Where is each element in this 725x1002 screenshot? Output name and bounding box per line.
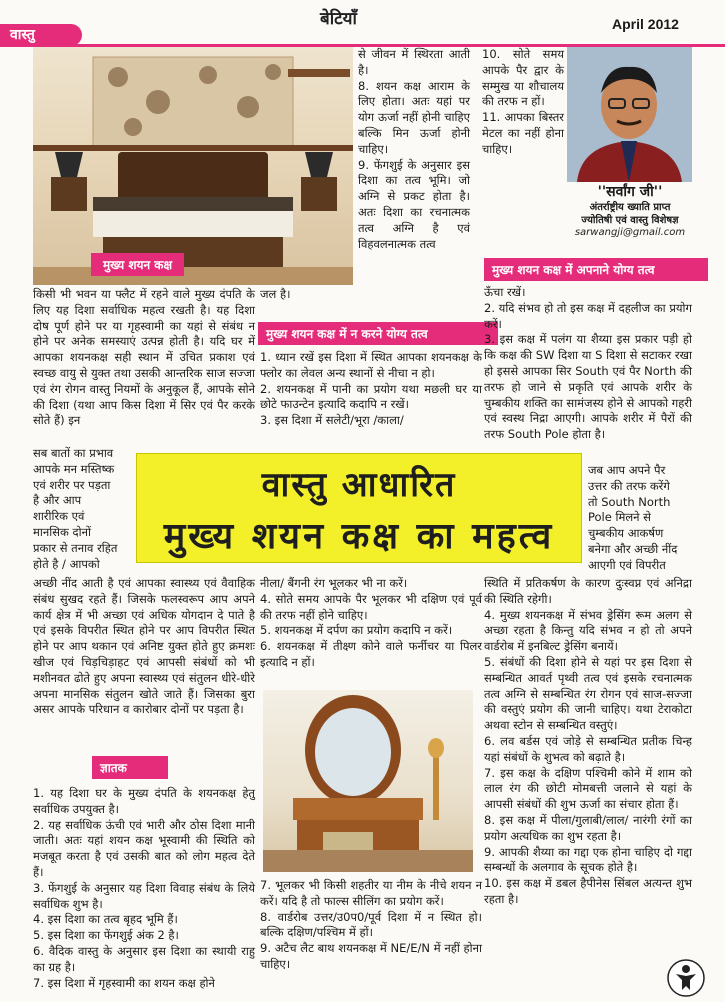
gyatak-list — [33, 786, 255, 991]
list-item: 7. इस कक्ष के दक्षिण पश्चिमी कोने में शाम को लाल रंग की छोटी मोमबत्ती जलाने से यहां के आपसी संबंधों की शुभ ऊर्जा का संचार होता हैं। — [484, 765, 692, 812]
column-1-intro — [33, 287, 255, 429]
photo-caption: मुख्य शयन कक्ष — [91, 253, 184, 276]
banner-line-2: मुख्य शयन कक्ष का महत्व — [163, 516, 555, 557]
author-credit — [566, 182, 694, 238]
list-item: 8. वार्डरोब उत्तर/उ0प0/पूर्व दिशा में न स्थित हो। बल्कि दक्षिण/पश्चिम में हों। — [260, 909, 482, 940]
do-list-bottom — [484, 576, 692, 908]
dressing-table-photo — [263, 690, 473, 872]
list-item: 2. यह सर्वाधिक ऊंची एवं भारी और ठोस दिशा मानी जाती। अतः यहां शयन कक्ष भूस्वामी की स्थिति को मजबूत करता है एवं उसकी बात को लोग महत्व देते हैं। — [33, 817, 255, 879]
list-item: 7. भूलकर भी किसी शहतीर या नीम के नीचे शयन न करें। यदि है तो फाल्स सीलिंग का प्रयोग करें। — [260, 878, 482, 908]
narrow-line: होते है / आपको — [33, 556, 100, 571]
list-item: 11. आपका बिस्तर मेटल का नहीं होना चाहिए। — [482, 110, 564, 156]
list-item: 7. इस दिशा में गृहस्वामी का शयन कक्ष होने — [33, 975, 215, 990]
list-item: 1. ध्यान रखें इस दिशा में स्थित आपका शयनकक्ष के फ्लोर का लेवल अन्य स्थानों से नीचा न हो। — [260, 350, 482, 380]
narrow-line: शारीरिक एवं — [33, 509, 85, 524]
list-item: 3. इस कक्ष में पलंग या शैय्या इस प्रकार पड़ी हो कि कक्ष की SW दिशा या S दिशा से सटाकर रखा हो इससे आपका सिर South एवं पैर North की तरफ हो जाने से प्रकृति एवं आपके शरीर के चुम्बकीय शक्ति का सामंजस्य होने से आपको गहरी एवं स्वस्थ निद्रा आएगी। आपके शरीर में पैरों की तरफ South Pole होता है। — [484, 332, 692, 442]
list-item: ऊँचा रखें। — [484, 285, 526, 299]
list-item: 4. इस दिशा का तत्व बृहद भूमि हैं। — [33, 912, 178, 927]
narrow-line: आएगी एवं विपरीत — [588, 557, 666, 572]
list-item: 1. यह दिशा घर के मुख्य दंपति के शयनकक्ष हेतु सर्वाधिक उपयुक्त है। — [33, 786, 255, 816]
list-item: 5. संबंधों की दिशा होने से यहां पर इस दिशा से सम्बन्धित आवर्त पृथ्वी तत्व एवं इसके रचनात्मक तत्व अग्नि से सम्बन्धित रंग रोगन एवं साज-सज्जा की वस्तुएं प्रयोग की जानी चाहिए। यथा टेराकोटा अथवा स्टोन से सम्बन्धित वस्तुएं। — [484, 654, 692, 733]
dont-heading: मुख्य शयन कक्ष में न करने योग्य तत्व — [258, 322, 498, 345]
author-name: ''सर्वांग जी'' — [597, 184, 663, 200]
column-1-rest — [33, 576, 255, 718]
title-banner — [136, 453, 582, 563]
narrow-line: Pole मिलने से — [588, 510, 651, 525]
list-item: 4. सोते समय आपके पैर भूलकर भी दक्षिण एवं पूर्व की तरफ नहीं होने चाहिए। — [260, 591, 482, 622]
issue-date: April 2012 — [612, 16, 679, 32]
narrow-line: मानसिक दोनों — [33, 524, 91, 539]
list-item: 6. शयनकक्ष में तीक्ष्ण कोने वाले फर्नीचर या पिलर इत्यादि न हों। — [260, 639, 482, 669]
list-item: नीला/ बैंगनी रंग भूलकर भी ना करें। — [260, 576, 408, 590]
list-item: से जीवन में स्थिरता आती है। — [358, 47, 470, 77]
author-desc-2: ज्योतिषी एवं वास्तु विशेषज्ञ — [581, 215, 679, 226]
list-item: 6. वैदिक वास्तु के अनुसार इस दिशा का स्थायी राहु का ग्रह है। — [33, 943, 255, 974]
logo-figure — [666, 958, 706, 998]
list-item: 9. अटैच लैट बाथ शयनकक्ष में NE/E/N में नहीं होना चाहिए। — [260, 941, 482, 971]
narrow-line: है और आप — [33, 493, 82, 508]
list-item: 10. इस कक्ष में डबल हैपीनेस सिंबल अत्यन्त शुभ रहता है। — [484, 876, 692, 906]
narrow-line: आपके मन मस्तिष्क — [33, 461, 115, 476]
banner-line-1: वास्तु आधारित — [261, 465, 457, 505]
column-1-narrow — [33, 446, 133, 572]
list-item: 5. इस दिशा का फेंगशुई अंक 2 है। — [33, 928, 179, 943]
narrow-line: प्रकार से तनाव रहित — [33, 540, 118, 555]
rest-text: स्थिति में प्रतिकर्षण के कारण दुःस्वप्न एवं अनिद्रा की स्थिति रहेगी। — [484, 576, 692, 606]
narrow-line: तो South North — [588, 494, 671, 509]
column-2-tail — [260, 287, 320, 303]
intro-paragraph-top: किसी भी भवन या फ्लैट में रहने वाले मुख्य दंपति के लिए यह दिशा सर्वाधिक महत्व रखती है। यह दिशा दोष पूर्ण होने पर या गृहस्वामी का यहां से संबंध न होने पर अनेक समस्याएं उत्पन्न होती है। यदि घर में आपका शयनकक्ष सही स्थान में उचित प्रकाश एवं स्वच्छ वायु से युक्त तथा उसकी आन्तरिक साज सज्जा एवं रंग रोगन वास्तु नियमों के अनुकूल हैं, आपके सोने की दिशा (यथा आप किस दिशा में सिर एवं पैर करके सोते हैं) इन — [33, 287, 255, 428]
list-item: 4. मुख्य शयनकक्ष में संभव ड्रेसिंग रूम अलग से अच्छा रहता है किन्तु यदि संभव न हो तो अपने वार्डरोब में इनबिल्ट ड्रेसिंग बनायें। — [484, 607, 692, 654]
dont-list-top — [260, 350, 482, 429]
publisher-logo-icon — [666, 958, 706, 998]
section-tag: वास्तु — [0, 24, 82, 46]
narrow-line: उत्तर की तरफ करेंगे — [588, 478, 670, 493]
column-2-top — [358, 47, 470, 252]
dont-list-mid — [260, 576, 482, 671]
author-portrait — [567, 47, 692, 182]
do-narrow — [588, 463, 692, 574]
list-item: 3. इस दिशा में सलेटी/भूरा /काला/ — [260, 413, 404, 428]
list-item: 9. फेंगशुई के अनुसार इस दिशा का तत्व भूमि। जो अग्नि से प्रकट होता है। अतः दिशा का रचनात्मक तत्व अग्नि है एवं विहवलनात्मक तत्व — [358, 157, 470, 251]
author-email[interactable]: sarwangji@gmail.com — [574, 227, 686, 238]
tail-text: जल है। — [260, 287, 291, 301]
narrow-line: सब बातों का प्रभाव — [33, 446, 114, 460]
narrow-line: एवं शरीर पर पड़ता — [33, 477, 111, 492]
list-item: 9. आपकी शैय्या का गद्दा एक होना चाहिए दो गद्दा सम्बन्धों के अलगाव के सूचक होते है। — [484, 844, 692, 875]
list-item: 10. सोते समय आपके पैर द्वार के सम्मुख या शौचालय की तरफ न हों। — [482, 47, 564, 109]
list-item: 5. शयनकक्ष में दर्पण का प्रयोग कदापि न करें। — [260, 623, 453, 638]
list-item: 8. शयन कक्ष आराम के लिए होता। अतः यहां पर योग ऊर्जा नहीं होनी चाहिए बल्कि मिन ऊर्जा होनी चाहिए। — [358, 78, 470, 156]
list-item: 2. शयनकक्ष में पानी का प्रयोग यथा मछली घर या छोटे फाउन्टेन इत्यादि कदापि न रखें। — [260, 381, 482, 412]
column-3-top — [482, 47, 564, 158]
gyatak-heading: ज्ञातक — [92, 756, 168, 779]
portrait-illustration — [567, 47, 692, 182]
dont-list-bottom — [260, 878, 482, 973]
narrow-line: चुम्बकीय आकर्षण — [588, 526, 664, 541]
intro-paragraph-rest: अच्छी नींद आती है एवं आपका स्वास्थ्य एवं वैवाहिक संबंध सुखद रहते हैं। जिसके फलस्वरूप आप अपने कार्य क्षेत्र में भी अच्छा एवं अधिक योगदान दे पाते है एवं इसके विपरीत स्थित होने पर आप विपरीत स्थित होने पर आप थकान एवं अनिष्ट युक्त होते हुए क्रमशः खीज एवं चिड़चिड़ाहट एवं आपसी संबंधों को भी मशीनवत ढोते हुए अपना स्वास्थ्य एवं संतुलन धीरे-धीरे अपना मानसिक संतुलन खोते जाते हैं। जिसका बुरा असर आपके परिधान व कारोबार दोनों पर पड़ता है। — [33, 576, 255, 717]
author-desc-1: अंतर्राष्ट्रीय ख्याति प्राप्त — [589, 202, 671, 213]
do-heading: मुख्य शयन कक्ष में अपनाने योग्य तत्व — [484, 258, 708, 281]
magazine-title: बेटियाँ — [320, 9, 357, 29]
do-list-top — [484, 285, 692, 443]
list-item: 6. लव बर्डस एवं जोड़े से सम्बन्धित प्रतीक चिन्ह यहां संबंधों के शुभत्व को बढ़ाते है। — [484, 733, 692, 764]
list-item: 3. फेंगशुई के अनुसार यह दिशा विवाह संबंध के लिये सर्वाधिक शुभ है। — [33, 880, 255, 911]
dressing-table-illustration — [263, 690, 473, 872]
bed-photo — [33, 47, 353, 285]
list-item: 8. इस कक्ष में पीला/गुलाबी/लाल/ नारंगी रंगों का प्रयोग अत्यधिक का शुभ रहता है। — [484, 812, 692, 843]
narrow-line: जब आप अपने पैर — [588, 463, 666, 477]
bed-illustration — [33, 47, 353, 285]
narrow-line: बनेगा और अच्छी नींद — [588, 541, 678, 556]
list-item: 2. यदि संभव हो तो इस कक्ष में दहलीज का प्रयोग करें। — [484, 300, 692, 331]
